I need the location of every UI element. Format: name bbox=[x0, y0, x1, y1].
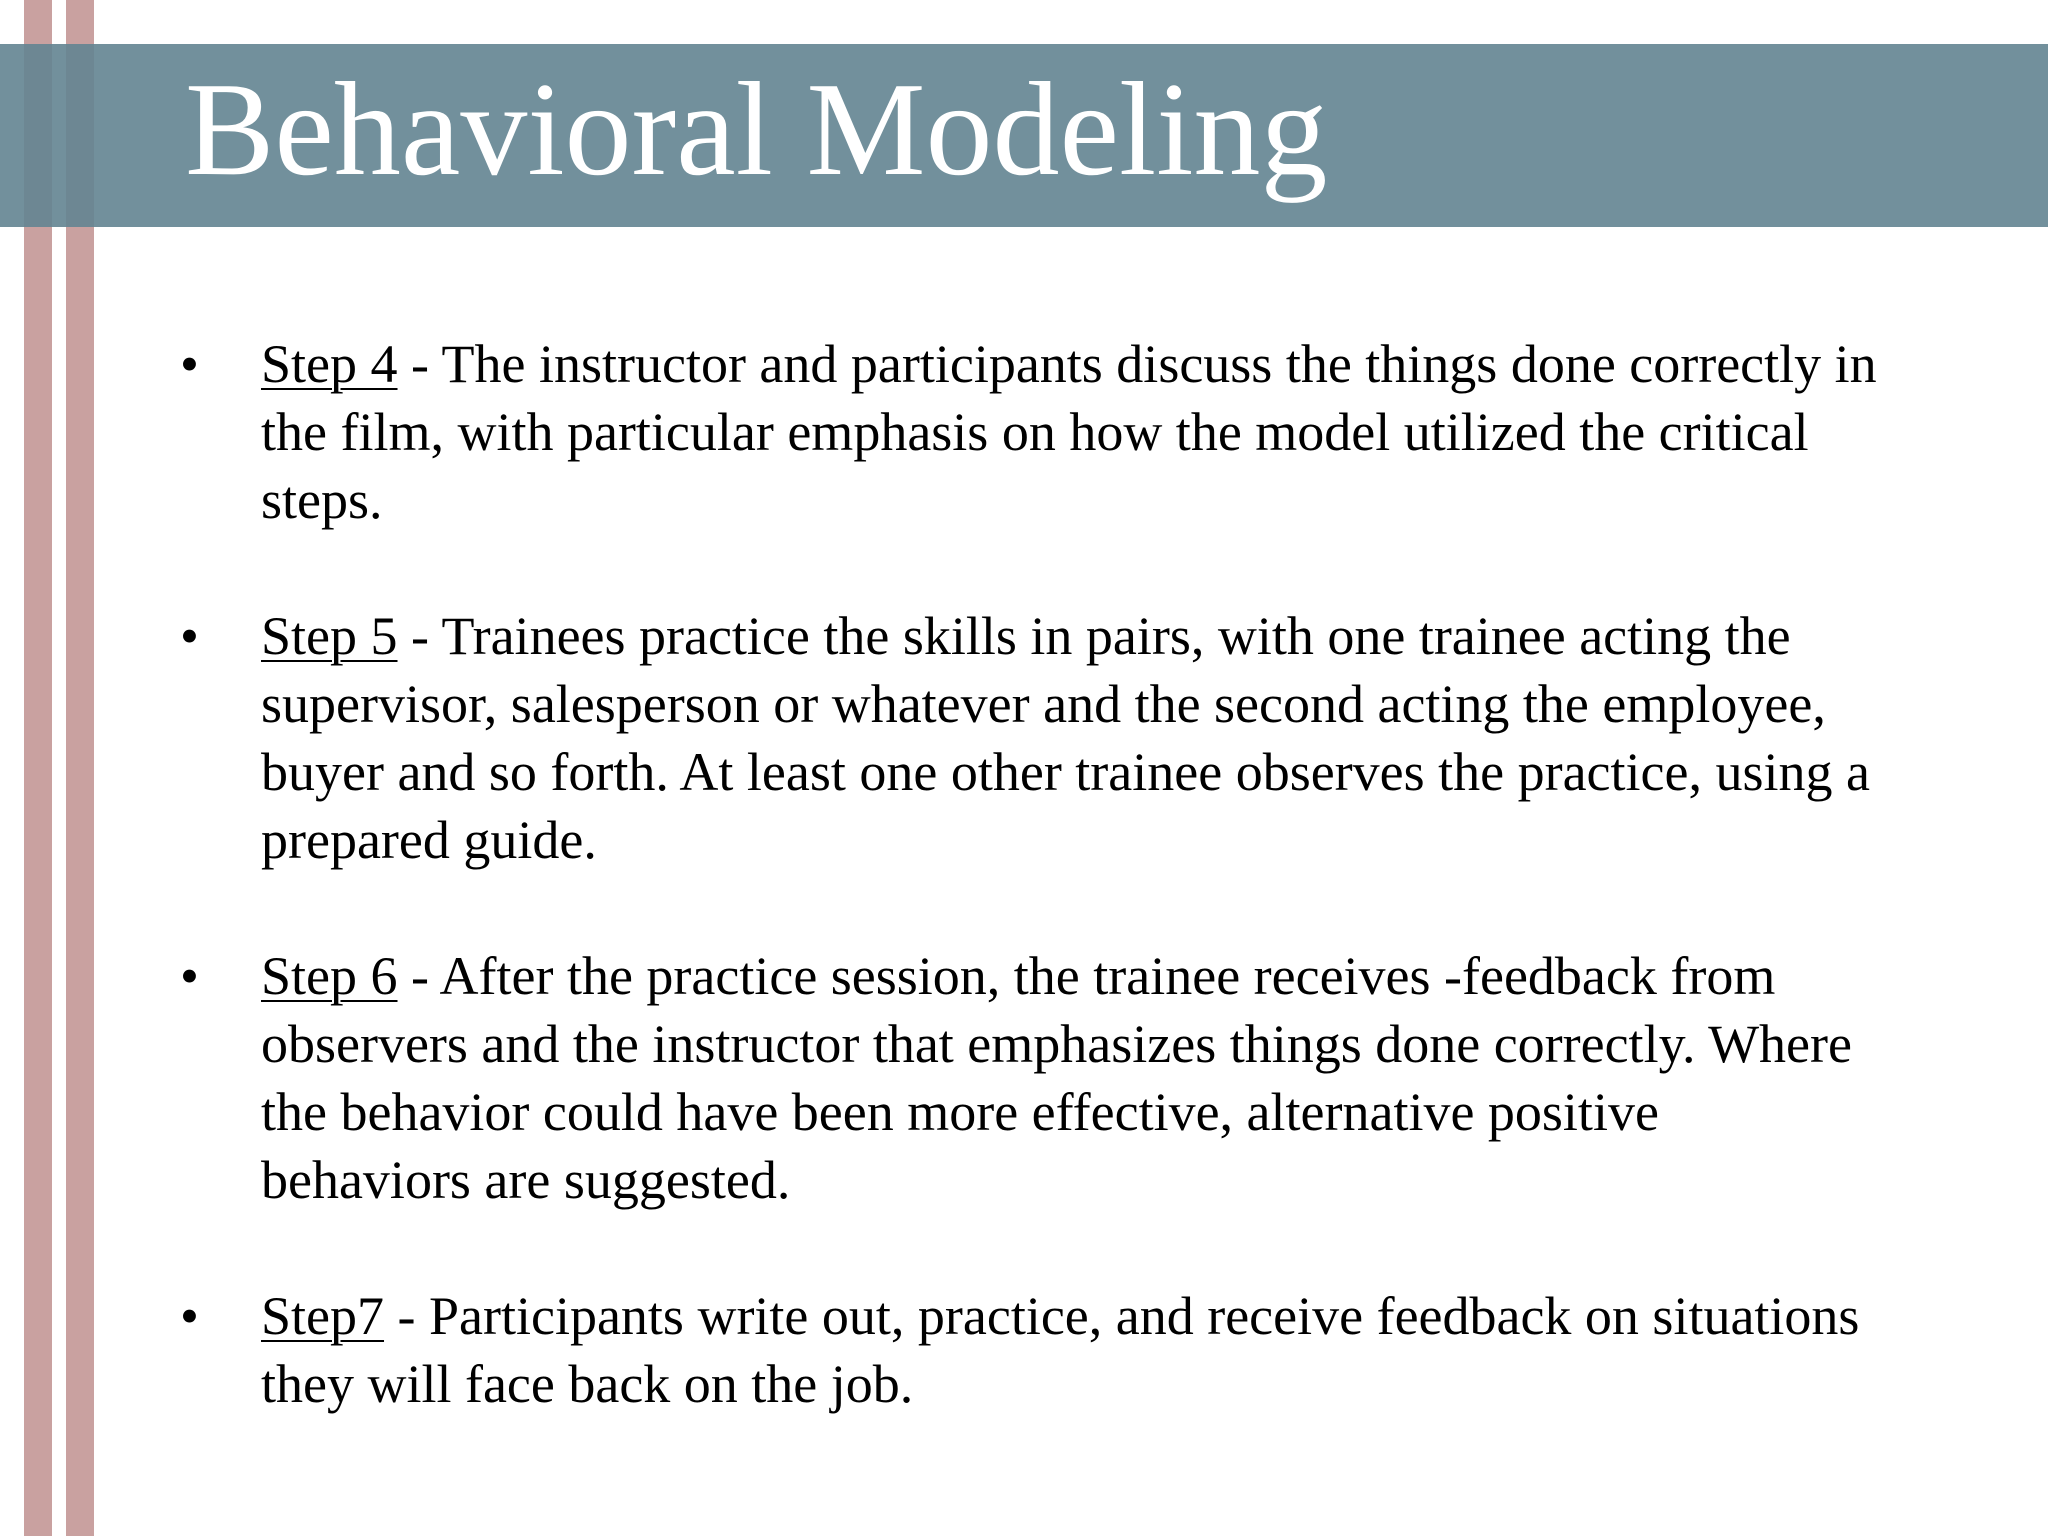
left-decorative-stripe bbox=[24, 0, 52, 1536]
bullet-item-step-7 bbox=[180, 1282, 1880, 1418]
bullet-list bbox=[180, 330, 1880, 1486]
bullet-item-step-5 bbox=[180, 602, 1880, 874]
step-label: Step 4 bbox=[261, 334, 398, 394]
step-label: Step7 bbox=[261, 1286, 385, 1346]
bullet-icon: • bbox=[180, 1286, 199, 1346]
bullet-icon: • bbox=[180, 334, 199, 394]
step-label: Step 6 bbox=[261, 946, 398, 1006]
step-text: - The instructor and participants discuss the things done correctly in the film, with particular emphasis on how the model utilized the critical steps. bbox=[261, 334, 1877, 530]
bullet-item-step-4 bbox=[180, 330, 1880, 534]
step-text: - After the practice session, the trainee receives -feedback from observers and the instructor that emphasizes things done correctly. Where the behavior could have been more effective, alternative positive behaviors are suggested. bbox=[261, 946, 1852, 1210]
step-text: - Trainees practice the skills in pairs, with one trainee acting the supervisor, salesperson or whatever and the second acting the employee, buyer and so forth. At least one other trainee observes the practice, using a prepared guide. bbox=[261, 606, 1870, 870]
bullet-icon: • bbox=[180, 606, 199, 666]
bullet-item-step-6 bbox=[180, 942, 1880, 1214]
step-label: Step 5 bbox=[261, 606, 398, 666]
slide-title: Behavioral Modeling bbox=[185, 55, 1328, 203]
bullet-icon: • bbox=[180, 946, 199, 1006]
left-decorative-stripe bbox=[66, 0, 94, 1536]
step-text: - Participants write out, practice, and receive feedback on situations they will face back on the job. bbox=[261, 1286, 1860, 1414]
